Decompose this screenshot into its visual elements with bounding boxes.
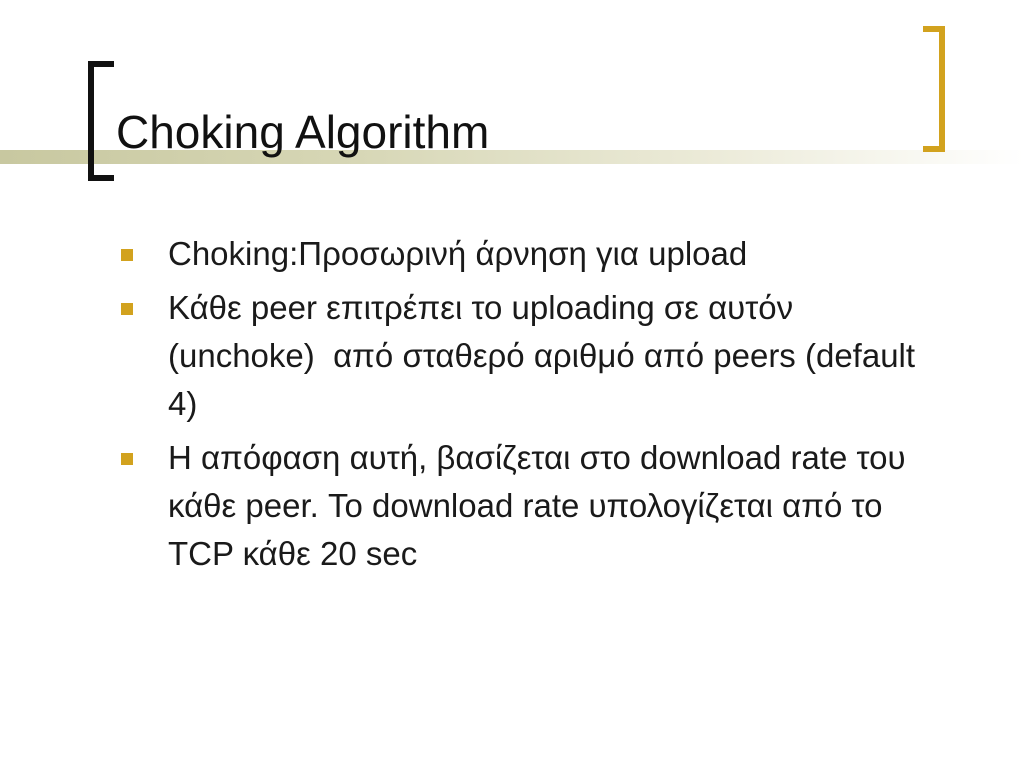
square-bullet-icon (121, 303, 133, 315)
right-bracket-decoration (923, 26, 945, 152)
bullet-text: Choking:Προσωρινή άρνηση για upload (168, 235, 748, 272)
slide-title: Choking Algorithm (116, 106, 490, 158)
bullet-item (118, 230, 918, 278)
bullet-item (118, 284, 925, 428)
left-bracket-decoration (88, 61, 114, 181)
bullet-list (118, 230, 925, 584)
bullet-item (118, 434, 918, 578)
bullet-text: Η απόφαση αυτή, βασίζεται στο download rate του κάθε peer. Το download rate υπολογίζεται από το TCP κάθε 20 sec (168, 439, 915, 572)
square-bullet-icon (121, 249, 133, 261)
square-bullet-icon (121, 453, 133, 465)
bullet-text: Κάθε peer επιτρέπει το uploading σε αυτόν (unchoke) από σταθερό αριθμό από peers (default 4) (168, 289, 925, 422)
